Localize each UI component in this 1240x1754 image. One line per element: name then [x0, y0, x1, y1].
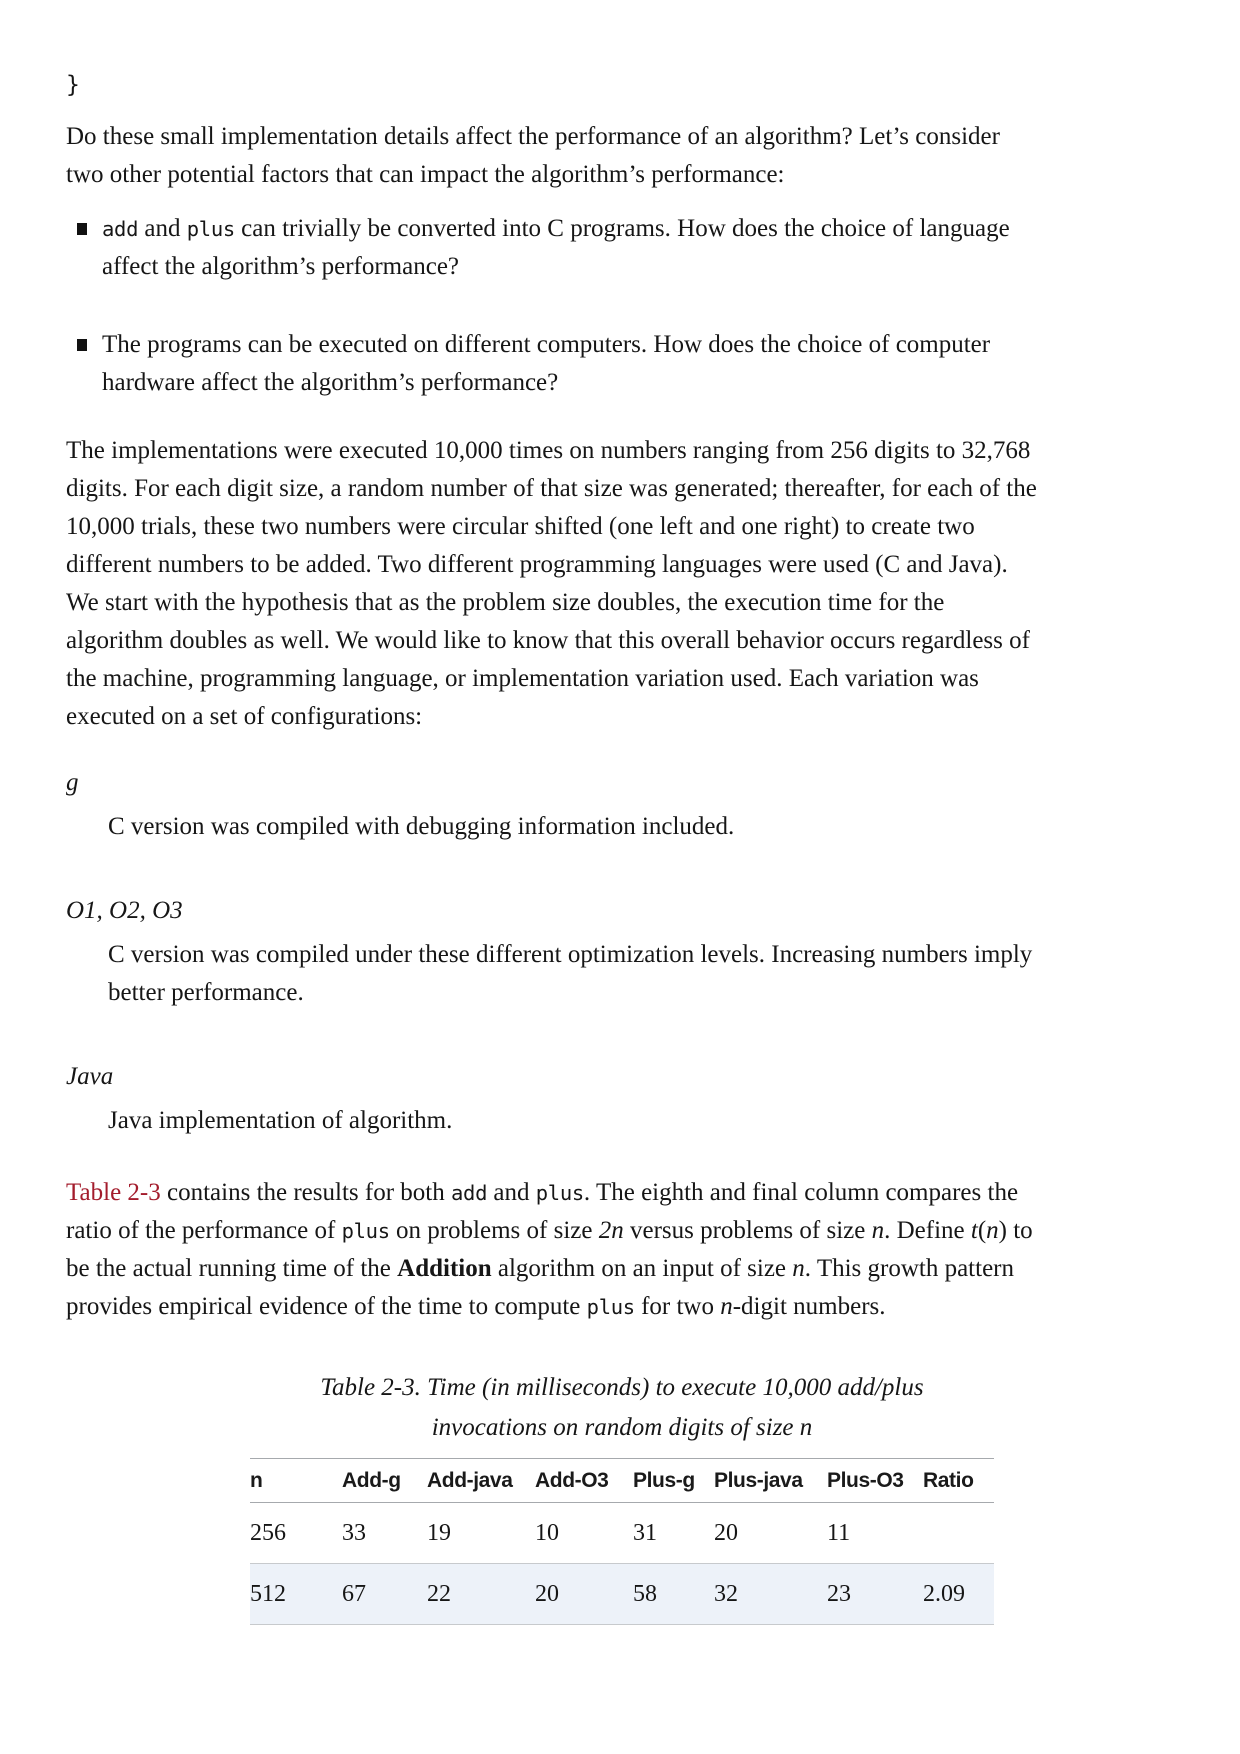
inline-code: add [102, 217, 139, 241]
column-header: n [250, 1459, 342, 1503]
definition-term: O1, O2, O3 [66, 897, 183, 924]
table-cell: 22 [427, 1564, 535, 1625]
table-block [250, 1368, 994, 1625]
table-cell: 512 [250, 1564, 342, 1625]
text-run: The programs can be executed on different computers. How does the choice of computer hardware affect the algorithm’s performance? [102, 331, 991, 396]
text-run: The implementations were executed 10,000 times on numbers ranging from 256 digits to 32,768 digits. For each digit size, a random number of that size was generated; thereafter, for each of the 10,000 trials, these two numbers were circular shifted (one left and one right) to create two different numbers to be added. Two different programming languages were used (C and Java). We start with the hypothesis that as the problem size doubles, the execution time for the algorithm doubles as well. We would like to know that this overall behavior occurs regardless of the machine, programming language, or implementation variation used. Each variation was executed on a set of configurations: [66, 437, 1037, 730]
inline-code: plus [186, 217, 235, 241]
text-run: n [986, 1217, 999, 1244]
table-cell: 23 [827, 1564, 923, 1625]
text-run: . This growth pattern provides empirical evidence of the time to compute [66, 1255, 1014, 1320]
text-run: -digit numbers. [732, 1293, 886, 1320]
table-cell [923, 1503, 994, 1564]
text-run: can trivially be converted into C programs. How does the choice of language affect the algorithm’s performance? [102, 215, 1010, 280]
text-run: Addition [397, 1255, 492, 1282]
table-cell: 11 [827, 1503, 923, 1564]
results-paragraph [66, 1174, 1037, 1326]
inline-code: plus [535, 1181, 584, 1205]
definition-description [108, 1102, 1037, 1140]
column-header: Ratio [923, 1459, 994, 1503]
inline-code: plus [586, 1295, 635, 1319]
text-run: contains the results for both [160, 1179, 451, 1206]
definition-description [108, 936, 1037, 1012]
code-closing-brace: } [66, 72, 80, 98]
text-run: versus problems of size [623, 1217, 872, 1244]
text-run: . The eighth and final column compares the ratio of the performance of [66, 1179, 1019, 1244]
text-run: Do these small implementation details affect the performance of an algorithm? Let’s consider two other potential factors that can impact the algorithm’s performance: [66, 123, 1000, 188]
table-header-row [250, 1459, 994, 1503]
table-cell: 20 [535, 1564, 633, 1625]
table-cell: 31 [633, 1503, 714, 1564]
text-run: algorithm on an input of size [491, 1255, 793, 1282]
list-item [66, 210, 1037, 286]
text-run: Java implementation of algorithm. [108, 1107, 453, 1134]
text-run: n [871, 1217, 885, 1244]
table-body [250, 1503, 994, 1625]
experiment-paragraph [66, 432, 1037, 736]
bullet-square-icon [77, 339, 87, 351]
definition-term: Java [66, 1063, 114, 1090]
table-cell: 58 [633, 1564, 714, 1625]
inline-code: add [450, 1181, 488, 1205]
column-header: Add-g [342, 1459, 427, 1503]
table-row [250, 1564, 994, 1625]
bullet-list [66, 210, 1037, 402]
text-run: C version was compiled under these different optimization levels. Increasing numbers imply better performance. [108, 941, 1033, 1006]
text-run: n [720, 1293, 733, 1320]
table-caption: Table 2-3. Time (in milliseconds) to execute 10,000 add/plus invocations on random digits of size n [320, 1374, 924, 1441]
list-item [66, 326, 1037, 402]
text-run: t [970, 1217, 978, 1244]
table-cell: 20 [714, 1503, 827, 1564]
table-cell: 256 [250, 1503, 342, 1564]
column-header: Add-O3 [535, 1459, 633, 1503]
table-2-3-link[interactable]: Table 2-3 [66, 1179, 161, 1206]
inline-code: plus [341, 1219, 390, 1243]
table-row [250, 1503, 994, 1564]
table-cell: 33 [342, 1503, 427, 1564]
column-header: Add-java [427, 1459, 535, 1503]
text-run: ) to be the actual running time of the [66, 1217, 1033, 1282]
text-run: n [792, 1255, 805, 1282]
intro-paragraph [66, 118, 1037, 194]
bullet-square-icon [77, 223, 87, 235]
text-run: C version was compiled with debugging information included. [108, 813, 735, 840]
text-run: for two [634, 1293, 721, 1320]
definition-description [108, 808, 1037, 846]
column-header: Plus-java [714, 1459, 827, 1503]
column-header: Plus-O3 [827, 1459, 923, 1503]
results-table [250, 1458, 994, 1625]
text-run: and [487, 1179, 536, 1206]
column-header: Plus-g [633, 1459, 714, 1503]
text-run: 2n [598, 1217, 624, 1244]
table-cell: 32 [714, 1564, 827, 1625]
definition-term: g [66, 769, 79, 796]
text-run: ( [977, 1217, 987, 1244]
text-run: on problems of size [389, 1217, 599, 1244]
text-run: and [138, 215, 187, 242]
table-cell: 2.09 [923, 1564, 994, 1625]
table-cell: 67 [342, 1564, 427, 1625]
table-cell: 10 [535, 1503, 633, 1564]
config-definition-list [66, 764, 1037, 1140]
table-cell: 19 [427, 1503, 535, 1564]
text-run: . Define [884, 1217, 971, 1244]
